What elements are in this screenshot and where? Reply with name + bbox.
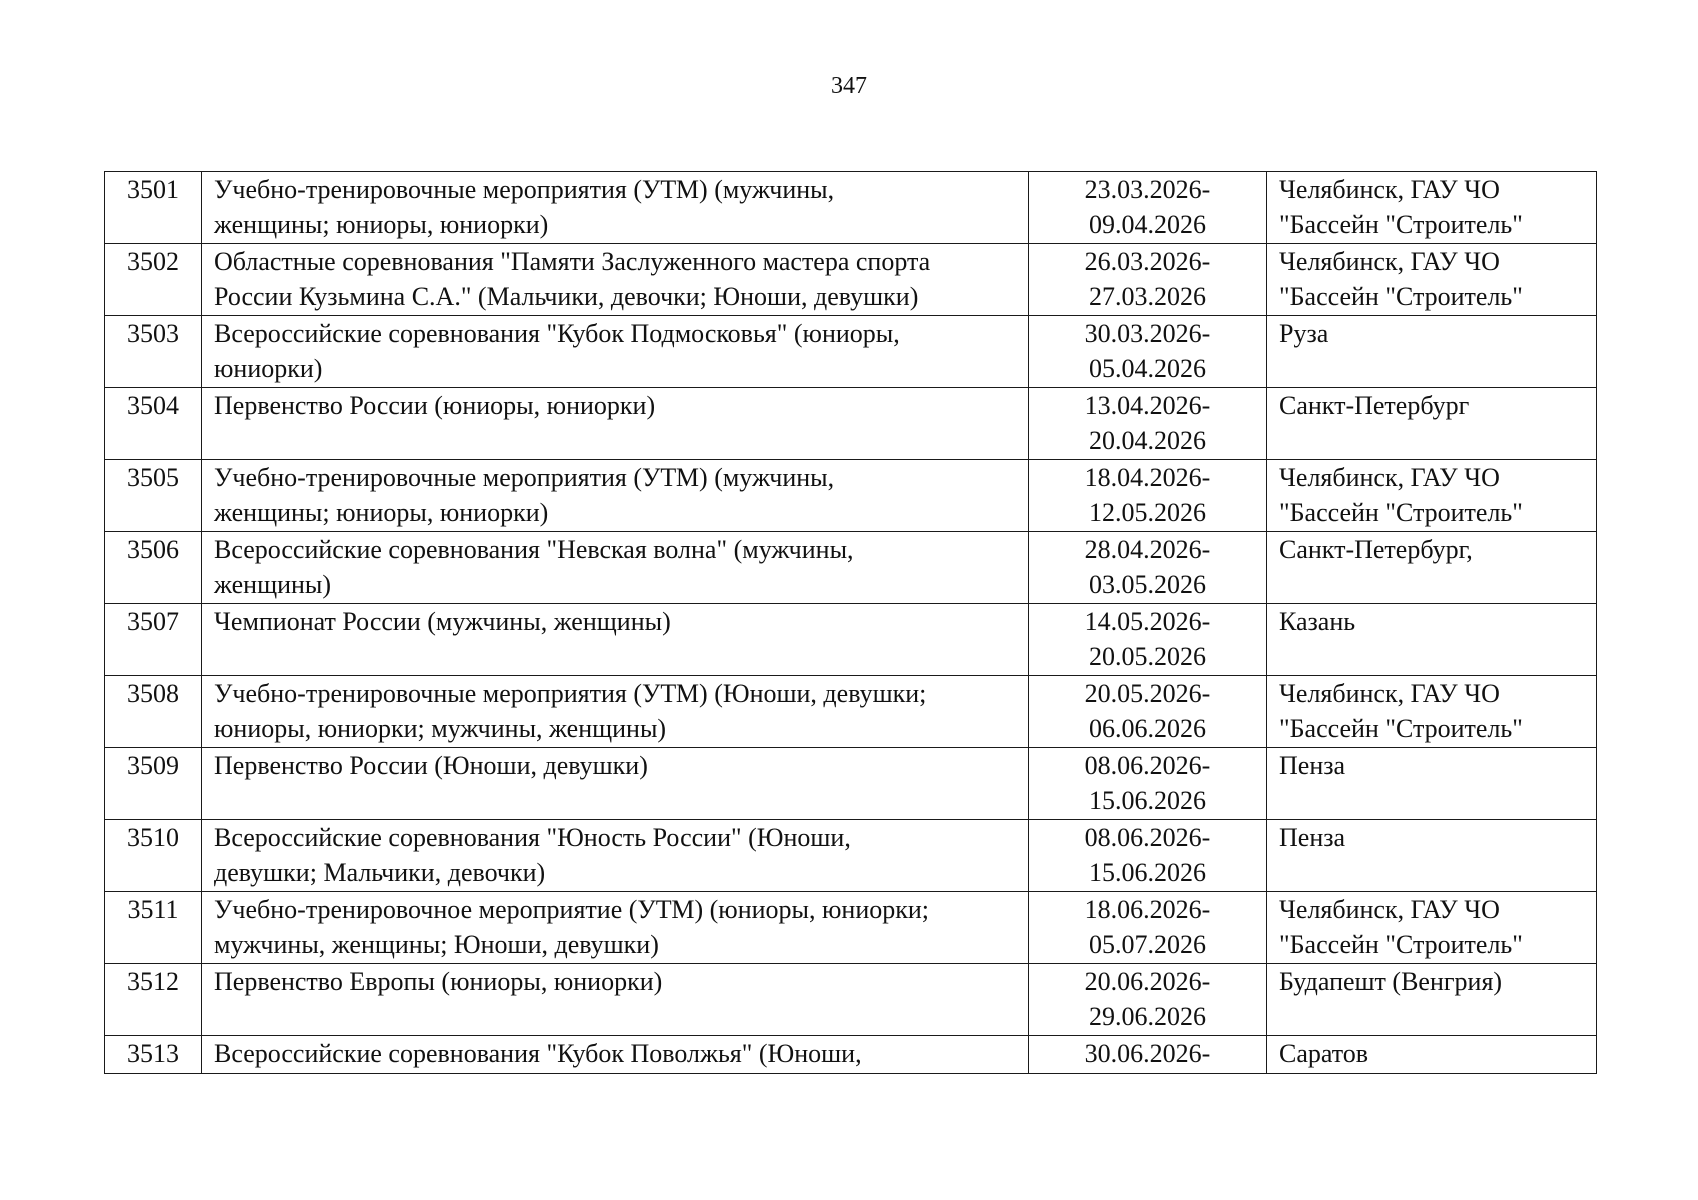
event-name-cell [202, 676, 1029, 748]
event-place-line: Пенза [1279, 823, 1346, 852]
event-name-line: девушки; Мальчики, девочки) [214, 858, 546, 887]
table-row [105, 532, 1597, 604]
event-dates-cell [1029, 676, 1267, 748]
event-number-cell [105, 172, 202, 244]
event-number: 3511 [127, 895, 179, 924]
event-place-line: Челябинск, ГАУ ЧО [1279, 463, 1500, 492]
event-place-cell [1267, 244, 1597, 316]
event-date-end: 12.05.2026 [1089, 498, 1206, 527]
event-number-cell [105, 892, 202, 964]
event-date-start: 13.04.2026- [1084, 391, 1211, 420]
events-table [104, 171, 1597, 1074]
event-place-line: Челябинск, ГАУ ЧО [1279, 175, 1500, 204]
event-date-start: 26.03.2026- [1084, 247, 1211, 276]
event-place-line: "Бассейн "Строитель" [1279, 930, 1523, 959]
event-number: 3507 [127, 607, 179, 636]
event-number: 3505 [127, 463, 179, 492]
event-date-start: 18.06.2026- [1084, 895, 1211, 924]
event-name-line: Всероссийские соревнования "Кубок Подмосковья" (юниоры, [214, 319, 900, 348]
event-place-cell [1267, 1036, 1597, 1074]
event-date-end: 29.06.2026 [1089, 1002, 1206, 1031]
event-date-end: 05.04.2026 [1089, 354, 1206, 383]
event-dates-cell [1029, 388, 1267, 460]
event-name-cell [202, 388, 1029, 460]
event-number-cell [105, 820, 202, 892]
event-place-line [1279, 567, 1596, 602]
event-place-line: "Бассейн "Строитель" [1279, 210, 1523, 239]
event-number-cell [105, 532, 202, 604]
event-date-start: 20.05.2026- [1084, 679, 1211, 708]
event-place-line: Санкт-Петербург, [1279, 535, 1473, 564]
event-dates-cell [1029, 532, 1267, 604]
event-name-cell [202, 892, 1029, 964]
event-date-end: 06.06.2026 [1089, 714, 1206, 743]
event-name-cell [202, 460, 1029, 532]
event-dates-cell [1029, 748, 1267, 820]
event-place-cell [1267, 820, 1597, 892]
event-place-line [1279, 855, 1596, 890]
event-place-line: Будапешт (Венгрия) [1279, 967, 1503, 996]
event-date-start: 18.04.2026- [1084, 463, 1211, 492]
event-number-cell [105, 1036, 202, 1074]
event-place-line: Руза [1279, 319, 1329, 348]
event-date-end: 20.05.2026 [1089, 642, 1206, 671]
event-name-line [214, 423, 1020, 458]
event-name-line: женщины) [214, 570, 332, 599]
table-row [105, 820, 1597, 892]
event-place-line: Челябинск, ГАУ ЧО [1279, 247, 1500, 276]
event-dates-cell [1029, 892, 1267, 964]
event-dates-cell [1029, 316, 1267, 388]
event-number-cell [105, 964, 202, 1036]
event-dates-cell [1029, 604, 1267, 676]
event-place-line: Казань [1279, 607, 1356, 636]
event-name-line: России Кузьмина С.А." (Мальчики, девочки; Юноши, девушки) [214, 282, 919, 311]
event-place-cell [1267, 604, 1597, 676]
event-name-line: Всероссийские соревнования "Невская волна" (мужчины, [214, 535, 854, 564]
event-place-line: Челябинск, ГАУ ЧО [1279, 679, 1500, 708]
event-date-start: 30.06.2026- [1084, 1039, 1211, 1068]
table-row [105, 460, 1597, 532]
event-name-line: юниорки) [214, 354, 323, 383]
table-row [105, 676, 1597, 748]
event-name-line: Чемпионат России (мужчины, женщины) [214, 607, 671, 636]
event-name-cell [202, 1036, 1029, 1074]
event-name-line: Всероссийские соревнования "Кубок Поволжья" (Юноши, [214, 1039, 862, 1068]
event-number: 3512 [127, 967, 179, 996]
event-number: 3502 [127, 247, 179, 276]
event-number-cell [105, 460, 202, 532]
event-number: 3504 [127, 391, 179, 420]
event-name-line [214, 783, 1020, 818]
event-name-line: Областные соревнования "Памяти Заслуженного мастера спорта [214, 247, 931, 276]
event-number: 3508 [127, 679, 179, 708]
event-place-line [1279, 423, 1596, 458]
event-place-cell [1267, 532, 1597, 604]
event-name-cell [202, 316, 1029, 388]
event-number-cell [105, 604, 202, 676]
event-place-cell [1267, 676, 1597, 748]
event-date-end: 15.06.2026 [1089, 858, 1206, 887]
event-number: 3501 [127, 175, 179, 204]
event-place-cell [1267, 388, 1597, 460]
table-row [105, 892, 1597, 964]
event-name-line: Учебно-тренировочные мероприятия (УТМ) (Юноши, девушки; [214, 679, 927, 708]
event-date-end: 15.06.2026 [1089, 786, 1206, 815]
event-number: 3503 [127, 319, 179, 348]
event-date-start: 08.06.2026- [1084, 751, 1211, 780]
event-name-cell [202, 532, 1029, 604]
event-number-cell [105, 244, 202, 316]
event-name-line: мужчины, женщины; Юноши, девушки) [214, 930, 659, 959]
event-name-line: Первенство Европы (юниоры, юниорки) [214, 967, 663, 996]
event-dates-cell [1029, 244, 1267, 316]
event-date-end: 27.03.2026 [1089, 282, 1206, 311]
table-row [105, 964, 1597, 1036]
event-place-cell [1267, 892, 1597, 964]
event-date-end: 09.04.2026 [1089, 210, 1206, 239]
event-place-line [1279, 351, 1596, 386]
table-row [105, 1036, 1597, 1074]
event-date-end: 20.04.2026 [1089, 426, 1206, 455]
event-name-cell [202, 748, 1029, 820]
event-date-end: 03.05.2026 [1089, 570, 1206, 599]
event-place-line [1279, 999, 1596, 1034]
event-date-start: 28.04.2026- [1084, 535, 1211, 564]
table-row [105, 748, 1597, 820]
event-name-line [214, 639, 1020, 674]
event-name-cell [202, 964, 1029, 1036]
event-name-line [214, 999, 1020, 1034]
event-name-cell [202, 820, 1029, 892]
event-name-line: женщины; юниоры, юниорки) [214, 498, 549, 527]
table-row [105, 244, 1597, 316]
table-row [105, 172, 1597, 244]
event-place-line: Санкт-Петербург [1279, 391, 1470, 420]
event-place-cell [1267, 964, 1597, 1036]
event-number: 3509 [127, 751, 179, 780]
event-number-cell [105, 316, 202, 388]
event-name-cell [202, 172, 1029, 244]
event-name-line: Всероссийские соревнования "Юность России" (Юноши, [214, 823, 851, 852]
event-dates-cell [1029, 460, 1267, 532]
event-place-cell [1267, 460, 1597, 532]
event-date-start: 14.05.2026- [1084, 607, 1211, 636]
event-name-line: Учебно-тренировочные мероприятия (УТМ) (мужчины, [214, 175, 835, 204]
event-name-cell [202, 244, 1029, 316]
event-name-line: Первенство России (юниоры, юниорки) [214, 391, 656, 420]
event-place-line: "Бассейн "Строитель" [1279, 282, 1523, 311]
event-place-line: "Бассейн "Строитель" [1279, 714, 1523, 743]
event-place-line: Челябинск, ГАУ ЧО [1279, 895, 1500, 924]
event-place-line [1279, 639, 1596, 674]
event-dates-cell [1029, 172, 1267, 244]
event-place-cell [1267, 748, 1597, 820]
event-name-line: женщины; юниоры, юниорки) [214, 210, 549, 239]
table-row [105, 388, 1597, 460]
event-dates-cell [1029, 820, 1267, 892]
event-number: 3506 [127, 535, 179, 564]
page-number: 347 [831, 73, 867, 99]
event-place-line: Саратов [1279, 1039, 1369, 1068]
event-number: 3510 [127, 823, 179, 852]
event-number: 3513 [127, 1039, 179, 1068]
event-place-line: "Бассейн "Строитель" [1279, 498, 1523, 527]
event-date-start: 08.06.2026- [1084, 823, 1211, 852]
event-date-start: 23.03.2026- [1084, 175, 1211, 204]
table-row [105, 604, 1597, 676]
event-name-cell [202, 604, 1029, 676]
event-number-cell [105, 676, 202, 748]
event-place-cell [1267, 316, 1597, 388]
event-dates-cell [1029, 1036, 1267, 1074]
event-name-line: Учебно-тренировочные мероприятия (УТМ) (мужчины, [214, 463, 835, 492]
event-date-start: 30.03.2026- [1084, 319, 1211, 348]
event-name-line: юниоры, юниорки; мужчины, женщины) [214, 714, 667, 743]
event-date-end: 05.07.2026 [1089, 930, 1206, 959]
event-name-line: Первенство России (Юноши, девушки) [214, 751, 648, 780]
event-number-cell [105, 748, 202, 820]
event-name-line: Учебно-тренировочное мероприятие (УТМ) (юниоры, юниорки; [214, 895, 930, 924]
event-place-line [1279, 783, 1596, 818]
table-row [105, 316, 1597, 388]
event-dates-cell [1029, 964, 1267, 1036]
event-place-cell [1267, 172, 1597, 244]
event-date-start: 20.06.2026- [1084, 967, 1211, 996]
event-place-line: Пенза [1279, 751, 1346, 780]
event-number-cell [105, 388, 202, 460]
